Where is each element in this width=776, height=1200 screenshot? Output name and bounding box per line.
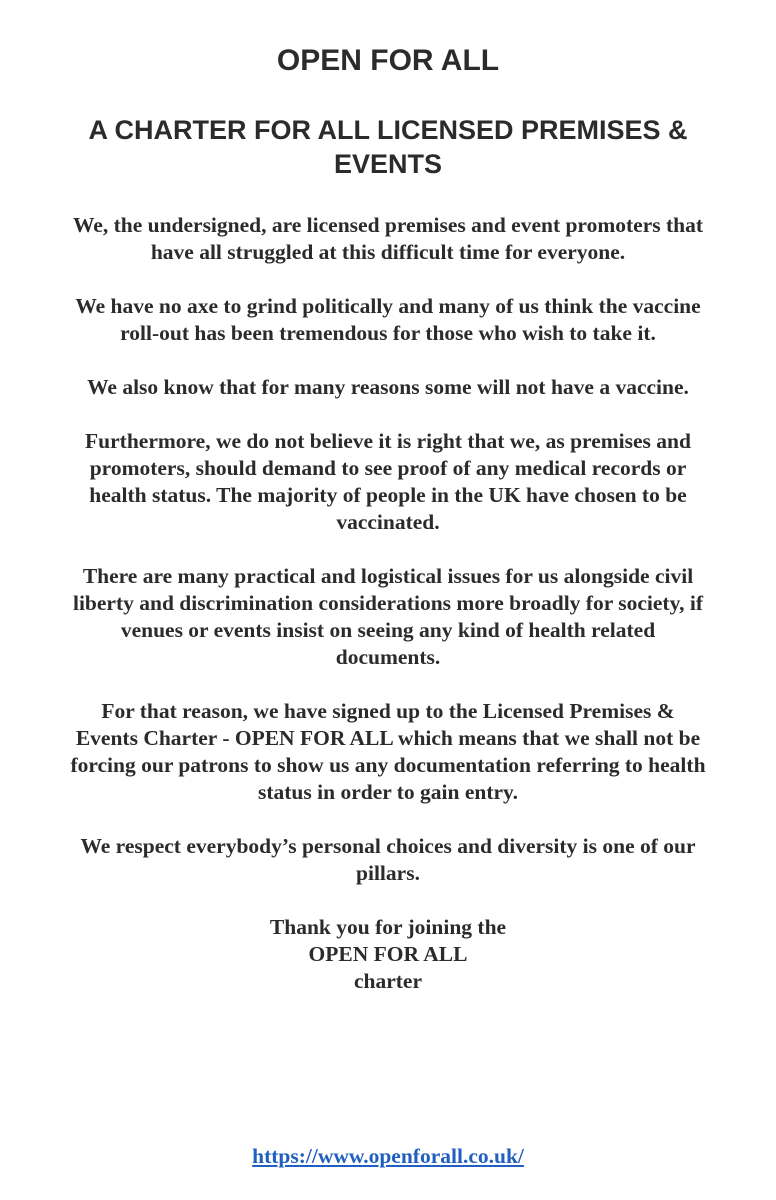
closing-block — [70, 914, 706, 995]
paragraph-respect: We respect everybody’s personal choices and diversity is one of our pillars. — [80, 834, 696, 885]
closing-line-3: charter — [353, 969, 423, 993]
document-subtitle: A CHARTER FOR ALL LICENSED PREMISES & EVENTS — [88, 115, 688, 179]
closing-line-2: OPEN FOR ALL — [308, 942, 468, 966]
closing-line-1: Thank you for joining the — [269, 915, 507, 939]
charter-body — [70, 212, 706, 1022]
website-link-row — [0, 1143, 776, 1170]
paragraph-intro: We, the undersigned, are licensed premises and event promoters that have all struggled at this difficult time for everyone. — [72, 213, 704, 264]
paragraph-medical-records: Furthermore, we do not believe it is right that we, as premises and promoters, should demand to see proof of any medical records or health status. The majority of people in the UK have chosen to be vaccinated. — [85, 429, 691, 534]
website-link[interactable]: https://www.openforall.co.uk/ — [252, 1144, 524, 1168]
paragraph-politics: We have no axe to grind politically and many of us think the vaccine roll-out has been tremendous for those who wish to take it. — [75, 294, 701, 345]
paragraph-vaccine-choice: We also know that for many reasons some will not have a vaccine. — [87, 375, 689, 399]
document-title: OPEN FOR ALL — [276, 44, 500, 77]
paragraph-signed-up: For that reason, we have signed up to the Licensed Premises & Events Charter - OPEN FOR ALL which means that we shall not be forcing our patrons to show us any documentation referring to health status in order to gain entry. — [70, 699, 706, 804]
paragraph-issues: There are many practical and logistical issues for us alongside civil liberty and discrimination considerations more broadly for society, if venues or events insist on seeing any kind of health related documents. — [72, 564, 704, 669]
